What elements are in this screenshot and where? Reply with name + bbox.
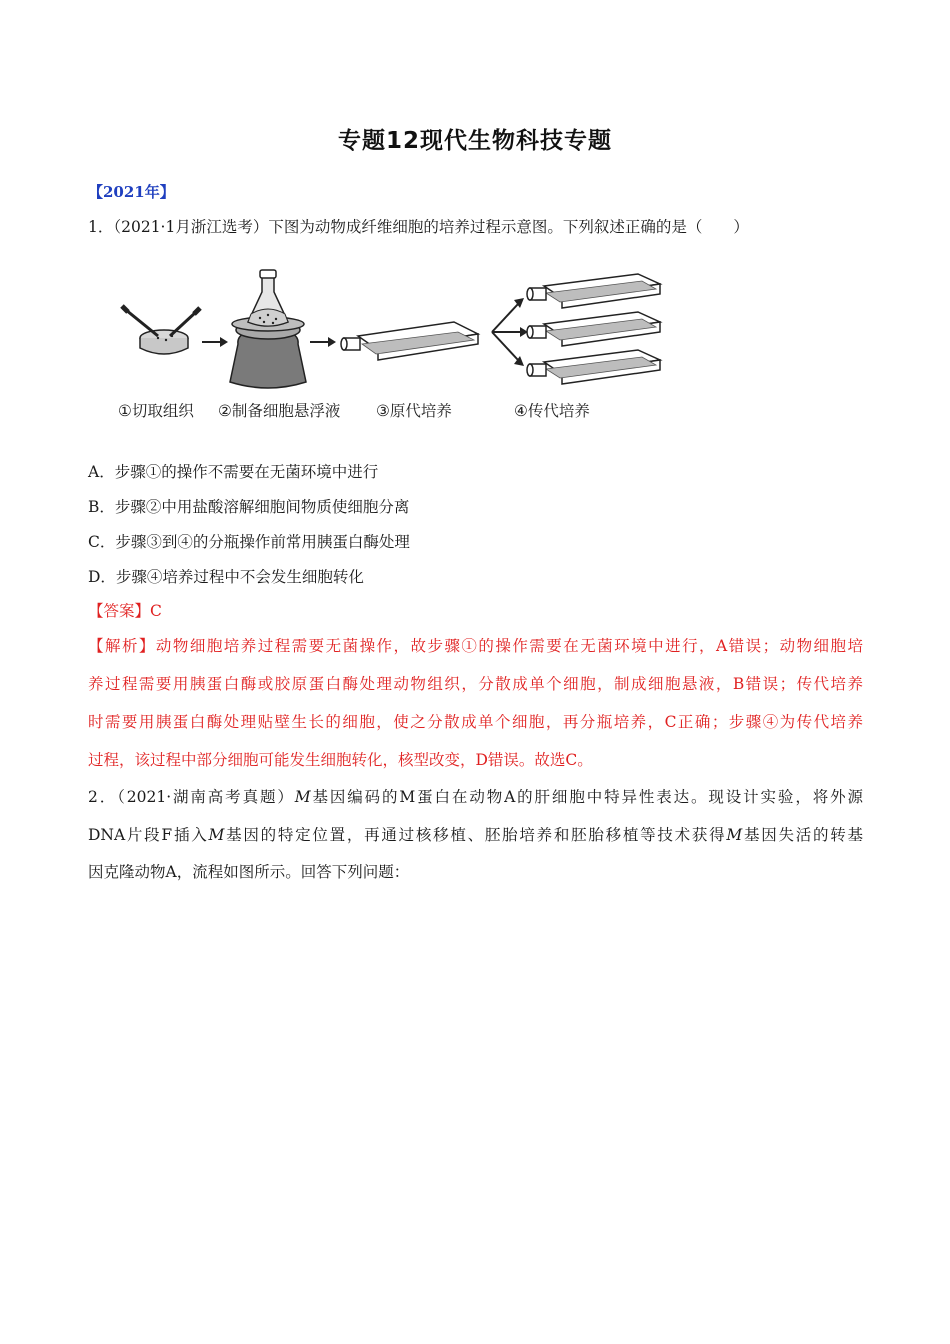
gene-m-italic: M	[726, 826, 743, 844]
option-d: D．步骤④培养过程中不会发生细胞转化	[88, 568, 364, 586]
question-2-line-2	[88, 824, 863, 846]
option-c: C．步骤③到④的分瓶操作前常用胰蛋白酶处理	[88, 533, 410, 551]
section-heading-2021: 【2021年】	[88, 183, 175, 201]
question-2-line-3: 因克隆动物A，流程如图所示。回答下列问题：	[88, 863, 410, 881]
figure-label-step2: ②制备细胞悬浮液	[218, 402, 341, 420]
option-a: A．步骤①的操作不需要在无菌环境中进行	[88, 463, 379, 481]
arrow-icon	[202, 337, 228, 347]
analysis-line: 【解析】动物细胞培养过程需要无菌操作，故步骤①的操作需要在无菌环境中进行，A错误；动物细胞培	[88, 637, 863, 655]
analysis-line: 时需要用胰蛋白酶处理贴壁生长的细胞，使之分散成单个细胞，再分瓶培养，C正确；步骤④为传代培养	[88, 713, 863, 731]
figure-label-step1: ①切取组织	[118, 402, 194, 420]
culture-process-diagram	[118, 262, 666, 397]
subculture-bottle-icon	[527, 350, 660, 384]
figure-label-step3: ③原代培养	[376, 402, 452, 420]
branch-arrows-icon	[492, 298, 528, 366]
tissue-dish-icon	[122, 306, 200, 354]
figure-label-step4: ④传代培养	[514, 402, 590, 420]
analysis-line: 过程，该过程中部分细胞可能发生细胞转化，核型改变，D错误。故选C。	[88, 751, 593, 769]
subculture-bottle-icon	[527, 274, 660, 308]
culture-process-figure	[118, 262, 666, 430]
question-2-source: 2．（2021·湖南高考真题）	[88, 788, 295, 806]
question-2-text: 基因编码的M蛋白在动物A的肝细胞中特异性表达。现设计实验，将外源	[310, 788, 863, 806]
analysis-line: 养过程需要用胰蛋白酶或胶原蛋白酶处理动物组织，分散成单个细胞，制成细胞悬液，B错误；传代培养	[88, 675, 863, 693]
question-1-stem: 1．（2021·1月浙江选考）下图为动物成纤维细胞的培养过程示意图。下列叙述正确的是（ ）	[88, 218, 749, 236]
answer-line: 【答案】C	[88, 602, 162, 620]
question-2-text: DNA片段F插入	[88, 826, 209, 844]
question-2-text: 基因失活的转基	[742, 826, 863, 844]
page-title: 专题12现代生物科技专题	[337, 128, 612, 154]
option-b: B．步骤②中用盐酸溶解细胞间物质使细胞分离	[88, 498, 410, 516]
gene-m-italic: M	[208, 826, 225, 844]
question-2-line-1	[88, 786, 863, 808]
gene-m-italic: M	[294, 788, 311, 806]
flask-shaker-icon	[230, 270, 306, 388]
arrow-icon	[310, 337, 336, 347]
primary-culture-bottle-icon	[341, 322, 478, 360]
question-2-text: 基因的特定位置，再通过核移植、胚胎培养和胚胎移植等技术获得	[224, 826, 727, 844]
subculture-bottle-icon	[527, 312, 660, 346]
